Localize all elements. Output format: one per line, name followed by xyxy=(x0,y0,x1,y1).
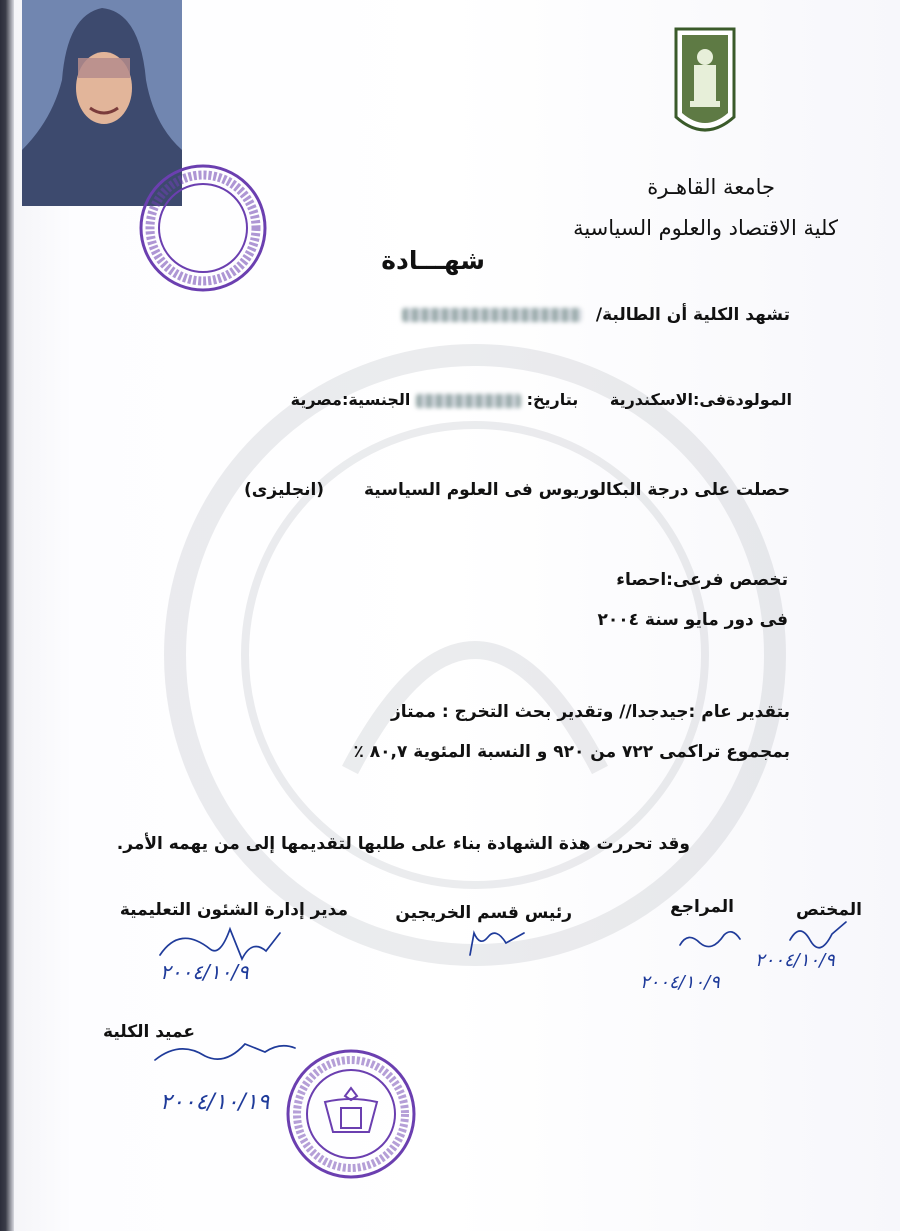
degree-language: (انجليزى) xyxy=(244,480,325,500)
dean-signature xyxy=(155,1044,295,1060)
specialist-title: المختص xyxy=(796,900,862,920)
reviewer-title: المراجع xyxy=(670,897,734,917)
eagle-emblem xyxy=(325,1088,377,1132)
total-line: بمجموع تراكمى ٧٢٢ من ٩٢٠ و النسبة المئوية ٨٠,٧ ٪ xyxy=(353,742,790,762)
faculty-stamp-bottom xyxy=(285,1040,420,1190)
closing-line: وقد تحررت هذة الشهادة بناء على طلبها لتقديمها إلى من يهمه الأمر. xyxy=(116,834,690,854)
education-director-title: مدير إدارة الشئون التعليمية xyxy=(119,900,348,920)
specialist-signature xyxy=(790,922,846,948)
dean-date: ٢٠٠٤/١٠/١٩ xyxy=(160,1090,270,1115)
birth-place: المولودةفى:الاسكندرية xyxy=(609,390,792,409)
reviewer-signature xyxy=(680,932,740,947)
document-title: شهـــادة xyxy=(381,246,485,275)
director-signature xyxy=(160,929,280,959)
university-name: جامعة القاهـرة xyxy=(647,175,775,199)
grade-line: بتقدير عام :جيدجدا// وتقدير بحث التخرج : ممتاز xyxy=(390,702,790,722)
minor-line: تخصص فرعى:احصاء xyxy=(616,570,788,590)
reviewer-date: ٢٠٠٤/١٠/٩ xyxy=(640,972,720,993)
graduates-head-title: رئيس قسم الخريجين xyxy=(395,903,572,923)
nationality: الجنسية:مصرية xyxy=(290,390,411,409)
faculty-name: كلية الاقتصاد والعلوم السياسية xyxy=(573,216,838,240)
session-line: فى دور مايو سنة ٢٠٠٤ xyxy=(597,610,788,630)
director-date: ٢٠٠٤/١٠/٩ xyxy=(160,960,249,984)
attest-text: تشهد الكلية أن الطالبة/ xyxy=(595,305,790,325)
degree-text: حصلت على درجة البكالوريوس فى العلوم السياسية xyxy=(363,480,790,500)
dean-title: عميد الكلية xyxy=(103,1022,195,1042)
specialist-date: ٢٠٠٤/١٠/٩ xyxy=(755,950,835,971)
graduates-head-signature xyxy=(470,933,524,955)
birth-date-label: بتاريخ: xyxy=(526,390,579,409)
